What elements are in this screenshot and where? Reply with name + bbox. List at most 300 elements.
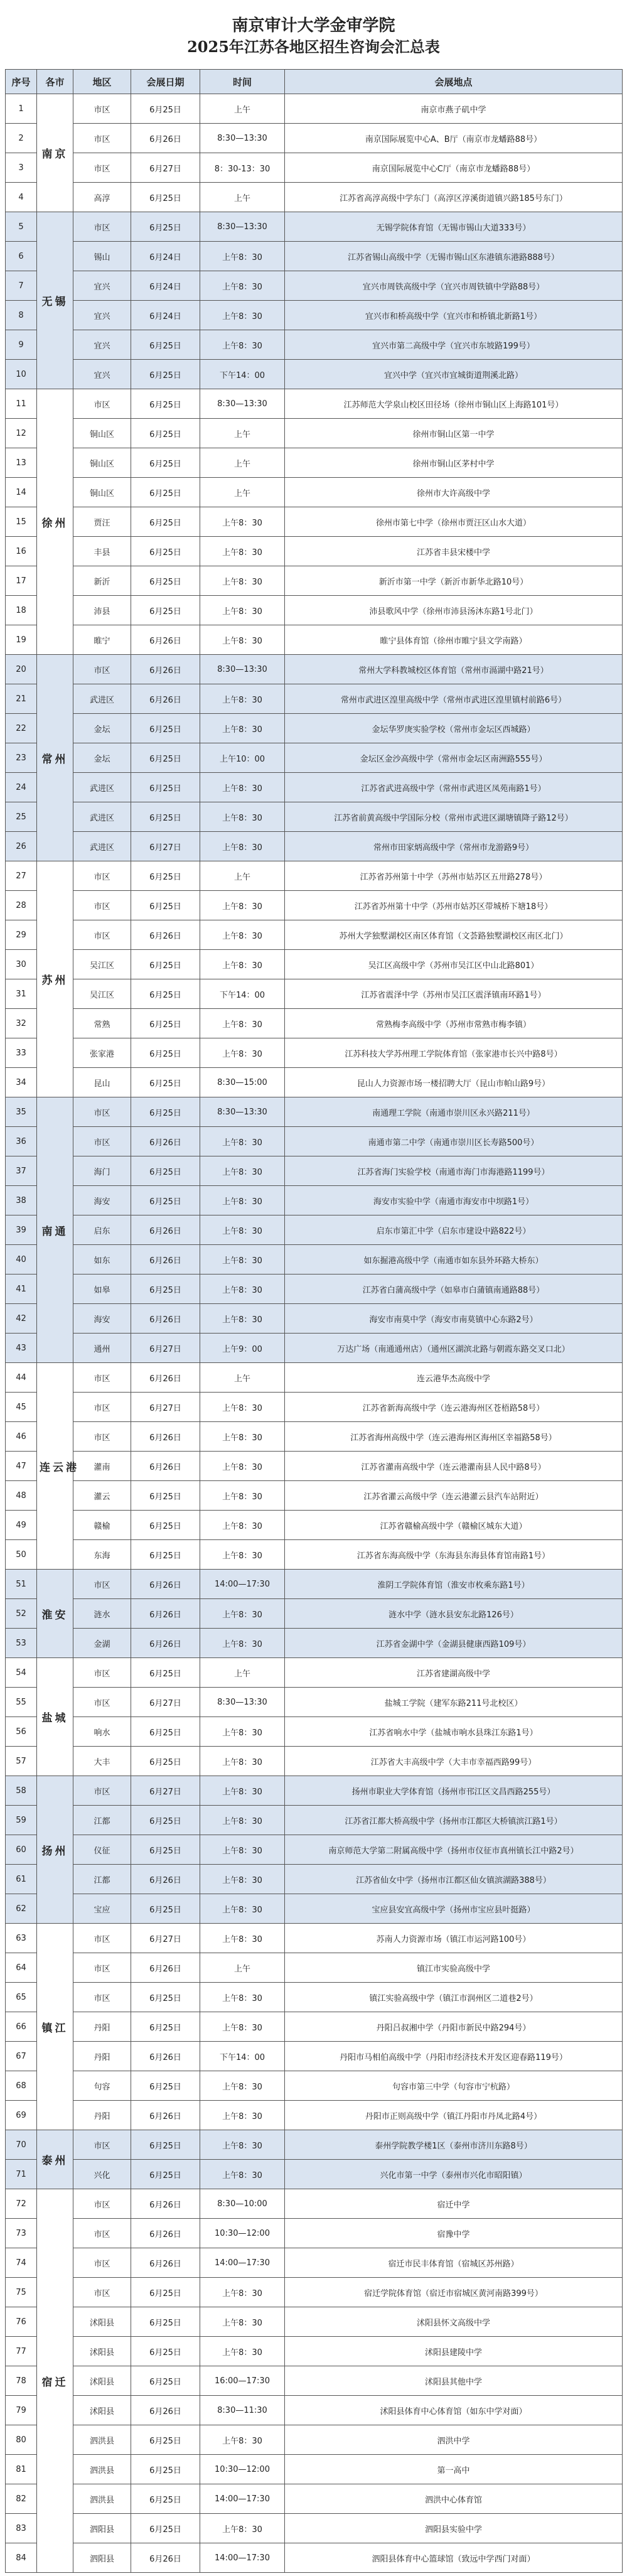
date-cell: 6月27日 <box>131 832 200 861</box>
city-name: 南京 <box>37 94 73 212</box>
table-row <box>6 448 623 478</box>
table-row <box>6 2101 623 2130</box>
date-cell: 6月25日 <box>131 1540 200 1570</box>
date-cell: 6月26日 <box>131 625 200 655</box>
table-row <box>6 714 623 743</box>
row-index: 44 <box>6 1363 37 1393</box>
venue-cell: 吴江区高级中学（苏州市吴江区中山北路801） <box>285 950 623 979</box>
time-cell: 上午8：30 <box>200 1806 285 1835</box>
district-cell: 宜兴 <box>73 271 131 301</box>
row-index: 7 <box>6 271 37 301</box>
table-row <box>6 1983 623 2012</box>
table-row <box>6 1009 623 1038</box>
venue-cell: 南京师范大学第二附属高级中学（扬州市仪征市真州镇长江中路2号） <box>285 1835 623 1865</box>
page-title: 南京审计大学金审学院 <box>232 16 395 35</box>
table-row <box>6 832 623 861</box>
time-cell: 上午8：30 <box>200 2071 285 2101</box>
date-cell: 6月26日 <box>131 1245 200 1275</box>
district-cell: 铜山区 <box>73 419 131 448</box>
venue-cell: 江苏省武进高级中学（常州市武进区凤苑南路1号） <box>285 773 623 802</box>
table-row <box>6 1186 623 1215</box>
venue-cell: 淮阴工学院体育馆（淮安市枚乘东路1号） <box>285 1570 623 1599</box>
row-index: 43 <box>6 1334 37 1363</box>
district-cell: 沭阳县 <box>73 2366 131 2396</box>
header-index: 序号 <box>6 70 37 94</box>
venue-cell: 金坛区金沙高级中学（常州市金坛区南洲路555号） <box>285 743 623 773</box>
time-cell: 上午8：30 <box>200 1894 285 1924</box>
row-index: 62 <box>6 1894 37 1924</box>
date-cell: 6月25日 <box>131 1275 200 1304</box>
date-cell: 6月25日 <box>131 537 200 566</box>
date-cell: 6月25日 <box>131 1009 200 1038</box>
district-cell: 市区 <box>73 1127 131 1156</box>
venue-cell: 沭阳县怀文高级中学 <box>285 2307 623 2337</box>
date-cell: 6月26日 <box>131 655 200 684</box>
city-name: 南通 <box>37 1097 73 1363</box>
row-index: 55 <box>6 1688 37 1717</box>
venue-cell: 丹阳吕叔湘中学（丹阳市新民中路294号） <box>285 2012 623 2042</box>
date-cell: 6月26日 <box>131 1452 200 1481</box>
time-cell: 上午8：30 <box>200 1275 285 1304</box>
table-row <box>6 1422 623 1452</box>
time-cell: 上午8：30 <box>200 1865 285 1894</box>
time-cell: 8:30—13:30 <box>200 655 285 684</box>
venue-cell: 连云港华杰高级中学 <box>285 1363 623 1393</box>
district-cell: 市区 <box>73 2130 131 2160</box>
district-cell: 高淳 <box>73 183 131 212</box>
table-row <box>6 2012 623 2042</box>
table-row <box>6 271 623 301</box>
date-cell: 6月25日 <box>131 507 200 537</box>
date-cell: 6月25日 <box>131 802 200 832</box>
table-row <box>6 2278 623 2307</box>
time-cell: 上午8：30 <box>200 1452 285 1481</box>
district-cell: 睢宁 <box>73 625 131 655</box>
row-index: 48 <box>6 1481 37 1511</box>
row-index: 80 <box>6 2425 37 2455</box>
date-cell: 6月25日 <box>131 2484 200 2514</box>
table-row <box>6 2514 623 2543</box>
venue-cell: 江苏省大丰高级中学（大丰市幸福西路99号） <box>285 1747 623 1776</box>
time-cell: 8:30—15:00 <box>200 1068 285 1097</box>
district-cell: 昆山 <box>73 1068 131 1097</box>
time-cell: 上午8：30 <box>200 714 285 743</box>
row-index: 33 <box>6 1038 37 1068</box>
date-cell: 6月25日 <box>131 1511 200 1540</box>
venue-cell: 江苏省仙女中学（扬州市江都区仙女镇滨湖路388号） <box>285 1865 623 1894</box>
time-cell: 上午8：30 <box>200 2425 285 2455</box>
district-cell: 武进区 <box>73 684 131 714</box>
table-row <box>6 1038 623 1068</box>
time-cell: 上午8：30 <box>200 773 285 802</box>
city-name: 镇江 <box>37 1924 73 2130</box>
time-cell: 上午8：30 <box>200 507 285 537</box>
table-row <box>6 1865 623 1894</box>
date-cell: 6月26日 <box>131 1422 200 1452</box>
table-row <box>6 2366 623 2396</box>
time-cell: 上午8：30 <box>200 1127 285 1156</box>
time-cell: 上午 <box>200 419 285 448</box>
city-name: 连云港 <box>37 1363 73 1570</box>
venue-cell: 泗阳县实验中学 <box>285 2514 623 2543</box>
table-row <box>6 1776 623 1806</box>
row-index: 70 <box>6 2130 37 2160</box>
table-row <box>6 2396 623 2425</box>
time-cell: 下午14：00 <box>200 360 285 389</box>
time-cell: 上午8：30 <box>200 950 285 979</box>
date-cell: 6月25日 <box>131 2160 200 2189</box>
table-row <box>6 124 623 153</box>
city-name: 宿迁 <box>37 2189 73 2573</box>
row-index: 20 <box>6 655 37 684</box>
date-cell: 6月25日 <box>131 2455 200 2484</box>
district-cell: 市区 <box>73 2189 131 2219</box>
table-row <box>6 1511 623 1540</box>
header-district: 地区 <box>73 70 131 94</box>
district-cell: 市区 <box>73 2219 131 2248</box>
date-cell: 6月25日 <box>131 183 200 212</box>
district-cell: 如东 <box>73 1245 131 1275</box>
table-row <box>6 1953 623 1983</box>
time-cell: 上午8：30 <box>200 1186 285 1215</box>
date-cell: 6月25日 <box>131 2425 200 2455</box>
city-name: 常州 <box>37 655 73 861</box>
table-row <box>6 2219 623 2248</box>
row-index: 9 <box>6 330 37 360</box>
table-row <box>6 1894 623 1924</box>
row-index: 21 <box>6 684 37 714</box>
district-cell: 泗阳县 <box>73 2543 131 2573</box>
venue-cell: 江苏省响水中学（盐城市响水县珠江东路1号） <box>285 1717 623 1747</box>
time-cell: 上午8：30 <box>200 566 285 596</box>
date-cell: 6月25日 <box>131 1156 200 1186</box>
table-row <box>6 1629 623 1658</box>
district-cell: 市区 <box>73 94 131 124</box>
date-cell: 6月25日 <box>131 2278 200 2307</box>
district-cell: 宜兴 <box>73 360 131 389</box>
date-cell: 6月26日 <box>131 2248 200 2278</box>
venue-cell: 泗洪中学 <box>285 2425 623 2455</box>
date-cell: 6月26日 <box>131 1570 200 1599</box>
district-cell: 金湖 <box>73 1629 131 1658</box>
row-index: 50 <box>6 1540 37 1570</box>
time-cell: 上午8：30 <box>200 1747 285 1776</box>
district-cell: 启东 <box>73 1215 131 1245</box>
venue-cell: 泗洪中心体育馆 <box>285 2484 623 2514</box>
venue-cell: 宝应县安宜高级中学（扬州市宝应县叶挺路） <box>285 1894 623 1924</box>
table-row <box>6 1363 623 1393</box>
time-cell: 10:30—12:00 <box>200 2219 285 2248</box>
row-index: 15 <box>6 507 37 537</box>
table-row <box>6 2130 623 2160</box>
district-cell: 市区 <box>73 1688 131 1717</box>
table-row <box>6 1835 623 1865</box>
district-cell: 市区 <box>73 861 131 891</box>
district-cell: 市区 <box>73 1924 131 1953</box>
venue-cell: 宜兴市第二高级中学（宜兴市东坡路199号） <box>285 330 623 360</box>
time-cell: 上午 <box>200 861 285 891</box>
venue-cell: 苏州大学独墅湖校区南区体育馆（文荟路独墅湖校区南区北门） <box>285 920 623 950</box>
table-row <box>6 596 623 625</box>
row-index: 63 <box>6 1924 37 1953</box>
time-cell: 8:30—10:00 <box>200 2189 285 2219</box>
venue-cell: 江苏省海门实验学校（南通市海门市海港路1199号） <box>285 1156 623 1186</box>
venue-cell: 镇江市实验高级中学 <box>285 1953 623 1983</box>
time-cell: 上午8：30 <box>200 596 285 625</box>
venue-cell: 如东掘港高级中学（南通市如东县外环路大桥东） <box>285 1245 623 1275</box>
table-row <box>6 655 623 684</box>
time-cell: 8：30-13：30 <box>200 153 285 183</box>
date-cell: 6月25日 <box>131 330 200 360</box>
date-cell: 6月25日 <box>131 743 200 773</box>
header-date: 会展日期 <box>131 70 200 94</box>
row-index: 23 <box>6 743 37 773</box>
time-cell: 上午 <box>200 1363 285 1393</box>
fair-schedule-table <box>5 69 623 2573</box>
time-cell: 上午8：30 <box>200 2278 285 2307</box>
venue-cell: 江苏师范大学泉山校区田径场（徐州市铜山区上海路101号） <box>285 389 623 419</box>
row-index: 59 <box>6 1806 37 1835</box>
time-cell: 8:30—13:30 <box>200 124 285 153</box>
venue-cell: 涟水中学（涟水县安东北路126号） <box>285 1599 623 1629</box>
table-row <box>6 94 623 124</box>
time-cell: 上午8：30 <box>200 802 285 832</box>
time-cell: 上午8：30 <box>200 2337 285 2366</box>
row-index: 17 <box>6 566 37 596</box>
time-cell: 上午8：30 <box>200 242 285 271</box>
district-cell: 张家港 <box>73 1038 131 1068</box>
table-row <box>6 1599 623 1629</box>
date-cell: 6月26日 <box>131 1599 200 1629</box>
date-cell: 6月26日 <box>131 1865 200 1894</box>
date-cell: 6月26日 <box>131 1629 200 1658</box>
venue-cell: 南通市第二中学（南通市崇川区长寿路500号） <box>285 1127 623 1156</box>
table-row <box>6 1393 623 1422</box>
venue-cell: 南京市燕子矶中学 <box>285 94 623 124</box>
venue-cell: 宿迁学院体育馆（宿迁市宿城区黄河南路399号） <box>285 2278 623 2307</box>
table-row <box>6 1570 623 1599</box>
venue-cell: 江苏省震泽中学（苏州市吴江区震泽镇南环路1号） <box>285 979 623 1009</box>
district-cell: 宜兴 <box>73 330 131 360</box>
date-cell: 6月25日 <box>131 596 200 625</box>
date-cell: 6月25日 <box>131 389 200 419</box>
date-cell: 6月25日 <box>131 1186 200 1215</box>
table-row <box>6 1747 623 1776</box>
venue-cell: 宿迁市民丰体育馆（宿城区苏州路） <box>285 2248 623 2278</box>
district-cell: 沛县 <box>73 596 131 625</box>
venue-cell: 江苏省江都大桥高级中学（扬州市江都区大桥镇滨江路1号） <box>285 1806 623 1835</box>
time-cell: 上午8：30 <box>200 1540 285 1570</box>
district-cell: 泗洪县 <box>73 2455 131 2484</box>
page-subtitle: 2025年江苏各地区招生咨询会汇总表 <box>187 38 440 56</box>
time-cell: 上午8：30 <box>200 1835 285 1865</box>
venue-cell: 扬州市职业大学体育馆（扬州市邗江区文昌西路255号） <box>285 1776 623 1806</box>
district-cell: 大丰 <box>73 1747 131 1776</box>
venue-cell: 江苏省高淳高级中学东门（高淳区淳溪街道镇兴路185号东门） <box>285 183 623 212</box>
district-cell: 铜山区 <box>73 478 131 507</box>
row-index: 32 <box>6 1009 37 1038</box>
district-cell: 市区 <box>73 1097 131 1127</box>
row-index: 10 <box>6 360 37 389</box>
row-index: 79 <box>6 2396 37 2425</box>
date-cell: 6月26日 <box>131 920 200 950</box>
venue-cell: 海安市实验中学（南通市海安市中坝路1号） <box>285 1186 623 1215</box>
table-row <box>6 2543 623 2573</box>
row-index: 37 <box>6 1156 37 1186</box>
time-cell: 上午 <box>200 183 285 212</box>
district-cell: 泗阳县 <box>73 2514 131 2543</box>
time-cell: 上午8：30 <box>200 1156 285 1186</box>
date-cell: 6月26日 <box>131 124 200 153</box>
district-cell: 丹阳 <box>73 2101 131 2130</box>
district-cell: 市区 <box>73 655 131 684</box>
time-cell: 上午8：30 <box>200 1422 285 1452</box>
district-cell: 市区 <box>73 2278 131 2307</box>
table-row <box>6 2484 623 2514</box>
district-cell: 市区 <box>73 389 131 419</box>
table-row <box>6 1127 623 1156</box>
city-name: 无锡 <box>37 212 73 389</box>
time-cell: 上午 <box>200 1658 285 1688</box>
date-cell: 6月27日 <box>131 1924 200 1953</box>
venue-cell: 兴化市第一中学（泰州市兴化市昭阳镇） <box>285 2160 623 2189</box>
date-cell: 6月26日 <box>131 1127 200 1156</box>
date-cell: 6月25日 <box>131 1835 200 1865</box>
row-index: 38 <box>6 1186 37 1215</box>
city-name: 扬州 <box>37 1776 73 1924</box>
row-index: 31 <box>6 979 37 1009</box>
time-cell: 上午8：30 <box>200 920 285 950</box>
date-cell: 6月25日 <box>131 419 200 448</box>
district-cell: 涟水 <box>73 1599 131 1629</box>
venue-cell: 万达广场（南通通州店）（通州区湖滨北路与朝霞东路交叉口北） <box>285 1334 623 1363</box>
district-cell: 市区 <box>73 212 131 242</box>
row-index: 67 <box>6 2042 37 2071</box>
venue-cell: 江苏省丰县宋楼中学 <box>285 537 623 566</box>
date-cell: 6月25日 <box>131 714 200 743</box>
district-cell: 市区 <box>73 124 131 153</box>
district-cell: 市区 <box>73 1570 131 1599</box>
table-row <box>6 566 623 596</box>
district-cell: 江都 <box>73 1865 131 1894</box>
row-index: 6 <box>6 242 37 271</box>
time-cell: 上午8：30 <box>200 1983 285 2012</box>
date-cell: 6月26日 <box>131 2543 200 2573</box>
district-cell: 海安 <box>73 1186 131 1215</box>
table-body <box>6 94 623 2573</box>
row-index: 60 <box>6 1835 37 1865</box>
district-cell: 宜兴 <box>73 301 131 330</box>
row-index: 45 <box>6 1393 37 1422</box>
table-row <box>6 743 623 773</box>
table-row <box>6 389 623 419</box>
venue-cell: 南京国际展览中心A、B厅（南京市龙蟠路88号） <box>285 124 623 153</box>
table-row <box>6 1245 623 1275</box>
district-cell: 句容 <box>73 2071 131 2101</box>
district-cell: 灌南 <box>73 1452 131 1481</box>
district-cell: 市区 <box>73 2248 131 2278</box>
row-index: 16 <box>6 537 37 566</box>
row-index: 69 <box>6 2101 37 2130</box>
row-index: 65 <box>6 1983 37 2012</box>
time-cell: 上午 <box>200 478 285 507</box>
table-row <box>6 2042 623 2071</box>
district-cell: 通州 <box>73 1334 131 1363</box>
row-index: 19 <box>6 625 37 655</box>
date-cell: 6月25日 <box>131 94 200 124</box>
district-cell: 沭阳县 <box>73 2396 131 2425</box>
district-cell: 金坛 <box>73 743 131 773</box>
date-cell: 6月25日 <box>131 773 200 802</box>
venue-cell: 宜兴市和桥高级中学（宜兴市和桥镇北新路1号） <box>285 301 623 330</box>
date-cell: 6月27日 <box>131 153 200 183</box>
time-cell: 上午8：30 <box>200 1393 285 1422</box>
venue-cell: 丹阳市马相伯高级中学（丹阳市经济技术开发区迎春路119号） <box>285 2042 623 2071</box>
row-index: 78 <box>6 2366 37 2396</box>
table-row <box>6 2160 623 2189</box>
time-cell: 上午8：30 <box>200 2012 285 2042</box>
time-cell: 上午8：30 <box>200 891 285 920</box>
city-name: 苏州 <box>37 861 73 1097</box>
time-cell: 上午8：30 <box>200 1511 285 1540</box>
date-cell: 6月26日 <box>131 2101 200 2130</box>
district-cell: 吴江区 <box>73 979 131 1009</box>
venue-cell: 新沂市第一中学（新沂市新华北路10号） <box>285 566 623 596</box>
table-row <box>6 1452 623 1481</box>
venue-cell: 无锡学院体育馆（无锡市锡山大道333号） <box>285 212 623 242</box>
header-time: 时间 <box>200 70 285 94</box>
city-name: 徐州 <box>37 389 73 655</box>
time-cell: 上午8：30 <box>200 1599 285 1629</box>
table-row <box>6 861 623 891</box>
time-cell: 上午8：30 <box>200 2307 285 2337</box>
district-cell: 市区 <box>73 1422 131 1452</box>
table-row <box>6 2337 623 2366</box>
table-row <box>6 1717 623 1747</box>
time-cell: 上午8：30 <box>200 1009 285 1038</box>
row-index: 47 <box>6 1452 37 1481</box>
row-index: 77 <box>6 2337 37 2366</box>
date-cell: 6月26日 <box>131 2396 200 2425</box>
district-cell: 泗洪县 <box>73 2484 131 2514</box>
row-index: 4 <box>6 183 37 212</box>
district-cell: 如皋 <box>73 1275 131 1304</box>
time-cell: 上午8：30 <box>200 537 285 566</box>
city-name: 泰州 <box>37 2130 73 2189</box>
date-cell: 6月26日 <box>131 1953 200 1983</box>
time-cell: 14:00—17:30 <box>200 2543 285 2573</box>
row-index: 52 <box>6 1599 37 1629</box>
date-cell: 6月27日 <box>131 1776 200 1806</box>
time-cell: 上午8：30 <box>200 301 285 330</box>
time-cell: 上午8：30 <box>200 832 285 861</box>
table-row <box>6 301 623 330</box>
row-index: 74 <box>6 2248 37 2278</box>
district-cell: 锡山 <box>73 242 131 271</box>
district-cell: 市区 <box>73 1363 131 1393</box>
venue-cell: 苏南人力资源市场（镇江市运河路100号） <box>285 1924 623 1953</box>
table-row <box>6 1806 623 1835</box>
date-cell: 6月25日 <box>131 861 200 891</box>
time-cell: 上午8：30 <box>200 684 285 714</box>
venue-cell: 启东市第汇中学（启东市建设中路822号） <box>285 1215 623 1245</box>
time-cell: 上午8：30 <box>200 1304 285 1334</box>
row-index: 36 <box>6 1127 37 1156</box>
row-index: 39 <box>6 1215 37 1245</box>
district-cell: 金坛 <box>73 714 131 743</box>
district-cell: 市区 <box>73 1393 131 1422</box>
venue-cell: 江苏省白蒲高级中学（如皋市白蒲镇南通路88号） <box>285 1275 623 1304</box>
